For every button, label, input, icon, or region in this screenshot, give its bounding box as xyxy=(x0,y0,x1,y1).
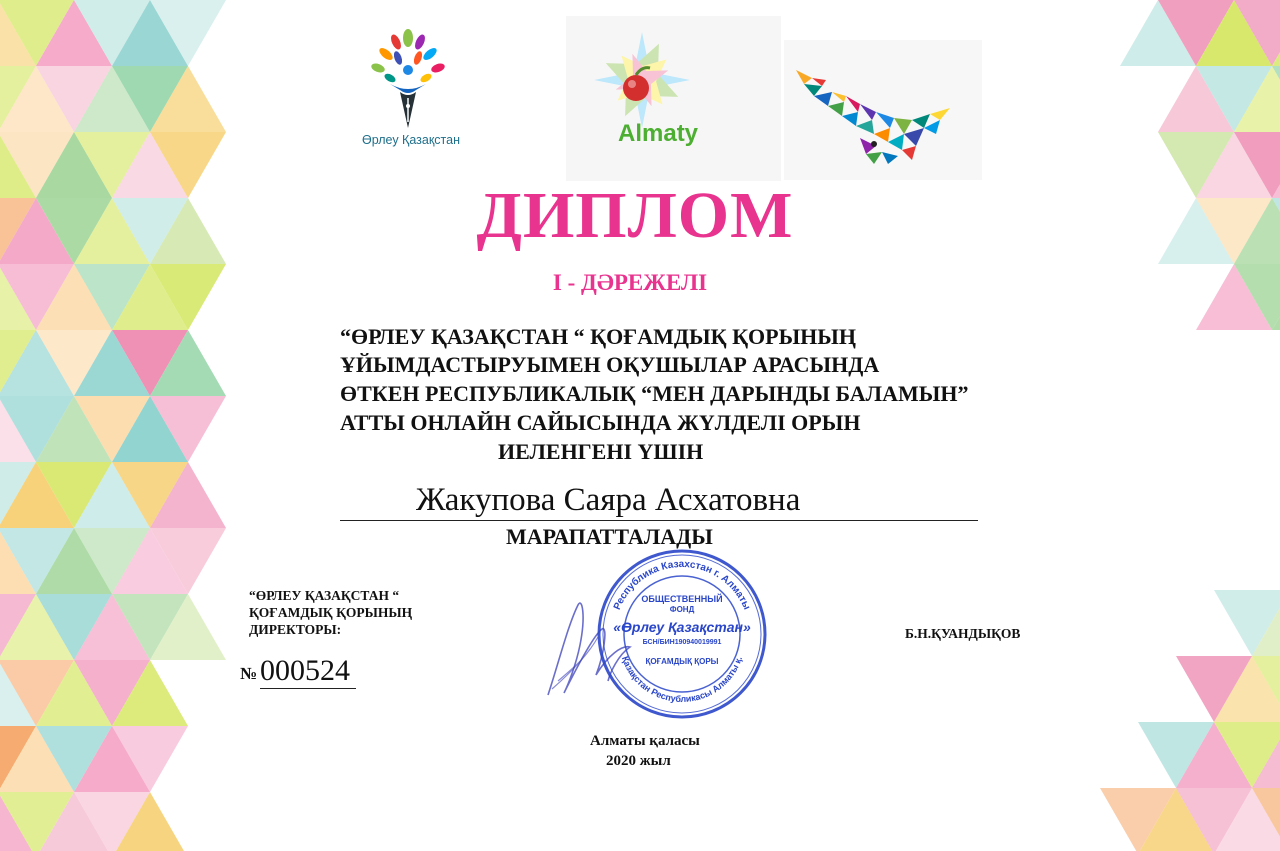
diploma-number: 000524 xyxy=(260,654,356,689)
stamp-line-2: ФОНД xyxy=(669,605,695,614)
reason-line-3: ӨТКЕН РЕСПУБЛИКАЛЫҚ “МЕН ДАРЫНДЫ БАЛАМЫН” xyxy=(340,381,969,406)
city-label: Алматы қаласы xyxy=(590,733,700,749)
stamp-line-3: ҚОҒАМДЫҚ ҚОРЫ xyxy=(645,657,719,666)
stamp-bin: БСН/БИН190940019991 xyxy=(642,639,722,646)
number-sign: № xyxy=(240,664,258,683)
diploma-degree: I - ДӘРЕЖЕЛІ xyxy=(552,270,708,295)
orleu-logo-text: Өрлеу Қазақстан xyxy=(361,133,460,147)
recipient-name: Жакупова Саяра Асхатовна xyxy=(416,482,801,518)
eagle-mosaic-logo-icon xyxy=(794,62,954,166)
director-title: ДИРЕКТОРЫ: xyxy=(249,622,342,637)
stamp-ring-top: Республика Казахстан г. Алматы xyxy=(611,558,753,612)
director-org-line-2: ҚОҒАМДЫҚ ҚОРЫНЫҢ xyxy=(249,605,413,620)
stamp-center: «Өрлеу Қазақстан» xyxy=(613,619,751,635)
director-name: Б.Н.ҚУАНДЫҚОВ xyxy=(905,626,1021,641)
stamp-icon xyxy=(595,547,769,726)
director-org-line-1: “ӨРЛЕУ ҚАЗАҚСТАН “ xyxy=(249,588,400,603)
stamp-line-1: ОБЩЕСТВЕННЫЙ xyxy=(641,594,723,604)
reason-line-2: ҰЙЫМДАСТЫРУЫМЕН ОҚУШЫЛАР АРАСЫНДА xyxy=(340,352,880,377)
orleu-tree-logo-icon xyxy=(360,28,456,132)
reason-line-1: “ӨРЛЕУ ҚАЗАҚСТАН “ ҚОҒАМДЫҚ ҚОРЫНЫҢ xyxy=(340,324,857,349)
awarded-label: МАРАПАТТАЛАДЫ xyxy=(506,524,713,549)
almaty-star-logo-icon xyxy=(592,30,692,130)
reason-line-5: ИЕЛЕНГЕНІ ҮШІН xyxy=(498,439,704,464)
year-label: 2020 жыл xyxy=(606,753,671,769)
almaty-logo-text: Almaty xyxy=(618,120,699,147)
diploma-title: ДИПЛОМ xyxy=(476,179,794,252)
recipient-line xyxy=(340,480,978,521)
reason-line-4: АТТЫ ОНЛАЙН САЙЫСЫНДА ЖҮЛДЕЛІ ОРЫН xyxy=(340,410,861,435)
stamp-ring-bottom: Қазақстан Республикасы Алматы қ. xyxy=(619,654,745,705)
